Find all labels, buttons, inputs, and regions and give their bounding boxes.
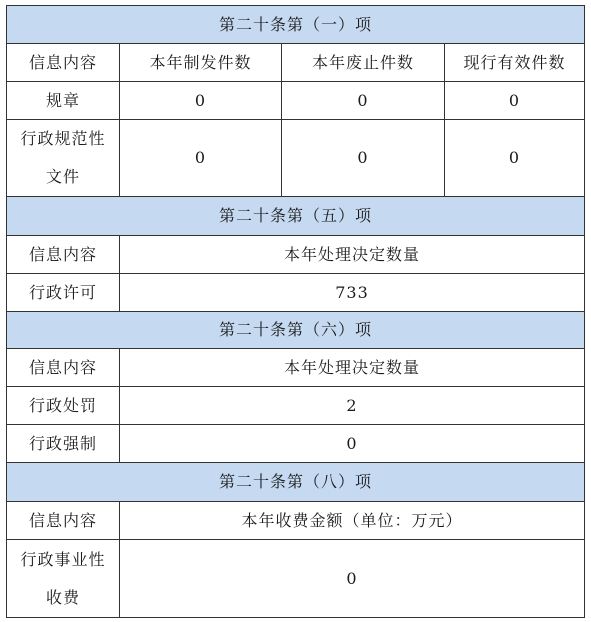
section-8-header-row [7, 502, 585, 540]
table-row-administrative-fees [7, 540, 585, 618]
cell-count: 2 [120, 387, 585, 425]
section-5-title-row [7, 197, 585, 236]
section-5-header-row [7, 236, 585, 274]
row-label: 行政处罚 [7, 387, 120, 425]
cell-issued: 0 [120, 120, 282, 197]
cell-abolished: 0 [282, 120, 445, 197]
column-header-info: 信息内容 [7, 349, 120, 387]
table-row-administrative-enforcement [7, 425, 585, 463]
column-header-issued: 本年制发件数 [120, 44, 282, 82]
row-label: 行政事业性收费 [20, 549, 106, 607]
column-header-info: 信息内容 [7, 44, 120, 82]
column-header-info: 信息内容 [7, 502, 120, 540]
cell-valid: 0 [445, 82, 585, 120]
row-label: 行政许可 [7, 274, 120, 312]
column-header-amount: 本年收费金额（单位：万元） [120, 502, 585, 540]
section-8-title: 第二十条第（八）项 [7, 463, 585, 502]
section-1-title: 第二十条第（一）项 [7, 6, 585, 44]
table-row-administrative-license [7, 274, 585, 312]
cell-amount: 0 [120, 540, 585, 618]
column-header-valid: 现行有效件数 [445, 44, 585, 82]
cell-count: 0 [120, 425, 585, 463]
section-8-title-row [7, 463, 585, 502]
section-6-title: 第二十条第（六）项 [7, 312, 585, 349]
table-row-regulations [7, 82, 585, 120]
column-header-abolished: 本年废止件数 [282, 44, 445, 82]
column-header-info: 信息内容 [7, 236, 120, 274]
row-label: 行政强制 [7, 425, 120, 463]
section-1-header-row [7, 44, 585, 82]
row-label-cell [7, 540, 120, 618]
row-label: 行政规范性文件 [20, 129, 106, 186]
table-row-administrative-penalty [7, 387, 585, 425]
column-header-count: 本年处理决定数量 [120, 236, 585, 274]
row-label: 规章 [7, 82, 120, 120]
table-row-normative-documents [7, 120, 585, 197]
cell-abolished: 0 [282, 82, 445, 120]
section-5-title: 第二十条第（五）项 [7, 197, 585, 236]
section-1-title-row [7, 6, 585, 44]
section-6-title-row [7, 312, 585, 349]
cell-count: 733 [120, 274, 585, 312]
row-label-cell [7, 120, 120, 197]
column-header-count: 本年处理决定数量 [120, 349, 585, 387]
cell-issued: 0 [120, 82, 282, 120]
section-6-header-row [7, 349, 585, 387]
disclosure-table [6, 5, 585, 618]
cell-valid: 0 [445, 120, 585, 197]
